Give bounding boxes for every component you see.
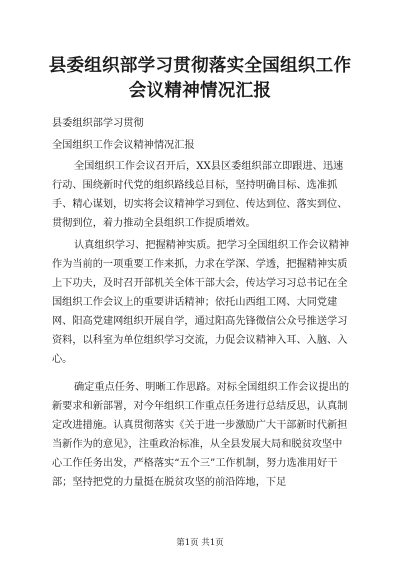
page-footer: 第1页 共1页 (176, 538, 224, 548)
paragraph-3: 确定重点任务、明晰工作思路。对标全国组织工作会议提出的新要求和新部署，对今年组织工作重点任务进行总结反思，认真制定改进措施。认真贯彻落实《关于进一步激励广大干部新时代新担当新作为的意见》，注重政治标准，从全县发展大局和脱贫攻坚中心工作任务出发，严格落实“五个三”工作机制，努力选准用好干部；坚持把党的力量挺在脱贫攻坚的前沿阵地，下足 (52, 382, 350, 488)
heading-line-2: 全国组织工作会议精神情况汇报 (52, 140, 195, 151)
paragraph-2: 认真组织学习、把握精神实质。把学习全国组织工作会议精神作为当前的一项重要工作来抓，力求在学深、学透，把握精神实质上下功夫，及时召开部机关全体干部大会，传达学习习总书记在全国组织工作会议上的重要讲话精神；依托山西组工网、大同党建网、阳高党建网组织开展自学，通过阳高先锋微信公众号推送学习资料，以科室为单位组织学习交流，力促会议精神入耳、入脑、入心。 (52, 240, 350, 365)
heading-line-1: 县委组织部学习贯彻 (52, 118, 144, 129)
paragraph-1: 全国组织工作会议召开后，XX县区委组织部立即跟进、迅速行动、围绕新时代党的组织路线总目标，坚持明确目标、选准抓手、精心谋划，切实将会议精神学习到位、传达到位、落实到位、贯彻到位，着力推动全县组织工作提质增效。 (52, 161, 348, 229)
document-title: 县委组织部学习贯彻落实全国组织工作会议精神情况汇报 (48, 56, 352, 101)
